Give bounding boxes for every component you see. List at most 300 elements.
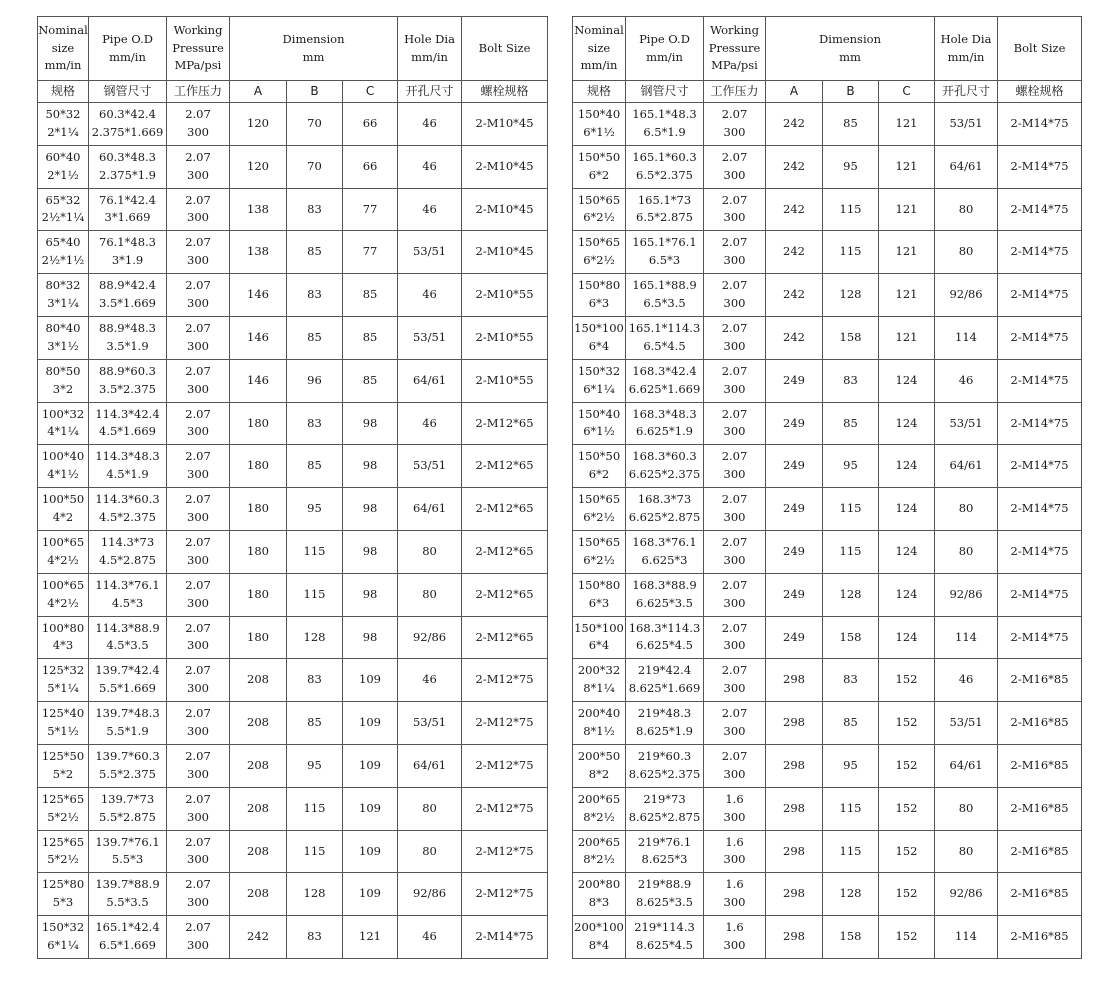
cell-od — [89, 659, 167, 702]
cell-line: 139.7*42.4 — [95, 663, 160, 678]
subheader-cell: 螺栓规格 — [462, 81, 548, 103]
cell-line: 300 — [723, 809, 746, 824]
table-row — [38, 702, 548, 745]
cell-c: 121 — [879, 231, 935, 274]
cell-a: 242 — [766, 103, 823, 146]
cell-wp — [167, 274, 230, 317]
cell-line: 2.07 — [721, 321, 748, 336]
cell-line: 3*1.9 — [111, 253, 144, 268]
cell-line: 2.07 — [185, 535, 211, 550]
cell-size — [573, 359, 626, 402]
cell-bolt: 2-M10*45 — [462, 145, 548, 188]
cell-c: 124 — [879, 402, 935, 445]
cell-line: 150*65 — [577, 192, 621, 207]
cell-line: 114.3*88.9 — [95, 620, 160, 635]
cell-line: 300 — [187, 852, 209, 867]
cell-b: 83 — [287, 916, 343, 959]
cell-size — [573, 530, 626, 573]
cell-b: 95 — [287, 488, 343, 531]
cell-size — [38, 145, 89, 188]
cell-bolt: 2-M10*45 — [462, 103, 548, 146]
cell-c: 124 — [879, 573, 935, 616]
cell-line: 2.07 — [721, 363, 748, 378]
cell-wp — [704, 530, 766, 573]
cell-line: 2.07 — [185, 107, 211, 122]
cell-wp — [704, 359, 766, 402]
cell-b: 70 — [287, 103, 343, 146]
cell-line: 139.7*48.3 — [95, 706, 160, 721]
cell-c: 77 — [343, 188, 398, 231]
subheader-cell: 螺栓规格 — [998, 81, 1082, 103]
cell-line: 6.625*1.669 — [628, 381, 701, 396]
cell-c: 152 — [879, 787, 935, 830]
cell-line: 300 — [723, 681, 746, 696]
cell-c: 124 — [879, 488, 935, 531]
cell-a: 249 — [766, 530, 823, 573]
cell-od — [626, 573, 704, 616]
cell-line: mm/in — [411, 49, 448, 64]
cell-od — [626, 488, 704, 531]
cell-bolt: 2-M14*75 — [998, 188, 1082, 231]
cell-od — [89, 402, 167, 445]
cell-line: Pressure — [708, 40, 761, 55]
cell-line: size — [587, 40, 611, 55]
cell-line: 6.5*3 — [648, 253, 681, 268]
cell-line: 150*80 — [577, 278, 621, 293]
cell-line: 2.07 — [721, 406, 748, 421]
cell-line: 6*2½ — [583, 210, 615, 225]
header-working-pressure — [704, 17, 766, 81]
cell-wp — [167, 616, 230, 659]
subheader-cell: 开孔尺寸 — [935, 81, 998, 103]
cell-line: 2.07 — [185, 278, 211, 293]
cell-b: 115 — [823, 530, 879, 573]
table-row — [573, 274, 1082, 317]
cell-a: 208 — [230, 702, 287, 745]
cell-line: 4.5*2.875 — [99, 552, 156, 567]
cell-b: 115 — [823, 188, 879, 231]
cell-size — [38, 616, 89, 659]
cell-line: 6*1½ — [583, 424, 615, 439]
header-working-pressure — [167, 17, 230, 81]
cell-line: 2.07 — [185, 149, 211, 164]
table-row — [573, 573, 1082, 616]
cell-size — [38, 573, 89, 616]
cell-a: 146 — [230, 359, 287, 402]
cell-a: 249 — [766, 488, 823, 531]
cell-c: 109 — [343, 787, 398, 830]
cell-size — [573, 145, 626, 188]
cell-line: 165.1*76.1 — [632, 235, 697, 250]
cell-line: 150*40 — [577, 406, 621, 421]
cell-wp — [704, 744, 766, 787]
cell-size — [573, 231, 626, 274]
cell-wp — [167, 445, 230, 488]
cell-od — [89, 103, 167, 146]
cell-od — [89, 359, 167, 402]
table-row — [573, 873, 1082, 916]
cell-od — [89, 873, 167, 916]
cell-bolt: 2-M12*65 — [462, 445, 548, 488]
cell-line: 6.5*2.875 — [636, 210, 693, 225]
cell-line: 114.3*76.1 — [95, 577, 160, 592]
cell-line: 2.07 — [185, 192, 211, 207]
cell-size — [38, 103, 89, 146]
cell-line: 300 — [187, 210, 209, 225]
cell-a: 242 — [766, 145, 823, 188]
cell-line: 6.5*3.5 — [643, 296, 686, 311]
cell-od — [89, 787, 167, 830]
cell-line: 219*60.3 — [637, 749, 692, 764]
cell-size — [38, 274, 89, 317]
cell-line: 125*32 — [41, 663, 85, 678]
cell-bolt: 2-M12*65 — [462, 616, 548, 659]
cell-line: 300 — [723, 124, 746, 139]
cell-wp — [167, 702, 230, 745]
cell-line: 2.07 — [185, 492, 211, 507]
cell-line: 2.375*1.669 — [91, 124, 164, 139]
header-dimension — [766, 17, 935, 81]
cell-line: 3*1¼ — [47, 296, 79, 311]
header-pipe-od — [626, 17, 704, 81]
cell-line: 100*80 — [41, 620, 85, 635]
cell-hole: 92/86 — [398, 873, 462, 916]
cell-a: 249 — [766, 402, 823, 445]
subheader-cell: 钢管尺寸 — [626, 81, 704, 103]
cell-line: 165.1*114.3 — [628, 321, 701, 336]
cell-line: 2.07 — [185, 791, 211, 806]
cell-c: 109 — [343, 873, 398, 916]
cell-line: 6*3 — [588, 595, 610, 610]
cell-line: 1.6 — [725, 834, 744, 849]
cell-hole: 46 — [398, 145, 462, 188]
cell-bolt: 2-M10*55 — [462, 316, 548, 359]
cell-line: 2.07 — [721, 749, 748, 764]
cell-bolt: 2-M12*65 — [462, 573, 548, 616]
cell-line: 5.5*2.375 — [99, 766, 156, 781]
cell-b: 85 — [287, 231, 343, 274]
cell-b: 128 — [823, 873, 879, 916]
cell-size — [573, 916, 626, 959]
cell-line: 6*2½ — [583, 552, 615, 567]
cell-size — [573, 402, 626, 445]
cell-hole: 46 — [398, 659, 462, 702]
cell-hole: 114 — [935, 616, 998, 659]
cell-od — [89, 616, 167, 659]
cell-a: 146 — [230, 316, 287, 359]
table-row — [573, 787, 1082, 830]
cell-hole: 114 — [935, 316, 998, 359]
cell-od — [626, 787, 704, 830]
cell-line: 2.07 — [185, 449, 211, 464]
cell-line: 6.625*3.5 — [636, 595, 693, 610]
cell-od — [626, 103, 704, 146]
subheader-cell: 工作压力 — [704, 81, 766, 103]
cell-line: 2.07 — [721, 492, 748, 507]
cell-bolt: 2-M16*85 — [998, 659, 1082, 702]
cell-b: 115 — [823, 488, 879, 531]
cell-wp — [167, 659, 230, 702]
cell-line: MPa/psi — [711, 58, 758, 73]
cell-line: 2.07 — [721, 706, 748, 721]
cell-size — [573, 873, 626, 916]
cell-bolt: 2-M14*75 — [998, 616, 1082, 659]
cell-a: 249 — [766, 616, 823, 659]
cell-b: 115 — [287, 573, 343, 616]
table-row — [573, 659, 1082, 702]
header-bolt-size — [462, 17, 548, 81]
cell-line: 150*40 — [577, 107, 621, 122]
cell-a: 138 — [230, 231, 287, 274]
cell-od — [89, 274, 167, 317]
cell-line: 150*65 — [577, 492, 621, 507]
cell-a: 249 — [766, 573, 823, 616]
cell-line: 125*65 — [41, 834, 85, 849]
cell-bolt: 2-M14*75 — [998, 488, 1082, 531]
cell-b: 95 — [823, 145, 879, 188]
cell-bolt: 2-M10*45 — [462, 188, 548, 231]
cell-od — [626, 702, 704, 745]
cell-line: Dimension — [282, 31, 345, 46]
cell-c: 152 — [879, 916, 935, 959]
cell-b: 115 — [823, 830, 879, 873]
cell-line: 300 — [187, 595, 209, 610]
cell-hole: 64/61 — [935, 145, 998, 188]
cell-line: 8.625*3 — [641, 852, 688, 867]
cell-size — [38, 916, 89, 959]
cell-b: 85 — [823, 702, 879, 745]
cell-size — [573, 488, 626, 531]
table-row — [38, 103, 548, 146]
cell-line: 300 — [187, 253, 209, 268]
cell-c: 109 — [343, 830, 398, 873]
cell-line: 4*2 — [52, 510, 74, 525]
cell-bolt: 2-M16*85 — [998, 702, 1082, 745]
cell-c: 98 — [343, 445, 398, 488]
cell-line: 5*2 — [52, 766, 74, 781]
cell-od — [89, 530, 167, 573]
cell-line: 8*1½ — [583, 724, 615, 739]
cell-hole: 46 — [398, 402, 462, 445]
subheader-cell: 规格 — [573, 81, 626, 103]
cell-wp — [704, 402, 766, 445]
header-nominal-size — [573, 17, 626, 81]
cell-b: 158 — [823, 616, 879, 659]
cell-size — [38, 402, 89, 445]
cell-line: Bolt Size — [478, 40, 531, 55]
table-row — [38, 659, 548, 702]
table-row — [38, 530, 548, 573]
cell-line: 219*42.4 — [637, 663, 692, 678]
cell-size — [573, 445, 626, 488]
cell-a: 180 — [230, 488, 287, 531]
header-pipe-od — [89, 17, 167, 81]
cell-bolt: 2-M10*55 — [462, 274, 548, 317]
cell-a: 180 — [230, 445, 287, 488]
cell-line: 139.7*88.9 — [95, 877, 160, 892]
cell-bolt: 2-M16*85 — [998, 787, 1082, 830]
cell-c: 121 — [879, 145, 935, 188]
cell-a: 180 — [230, 573, 287, 616]
cell-c: 121 — [879, 188, 935, 231]
cell-line: 300 — [187, 809, 209, 824]
cell-line: 8.625*4.5 — [636, 938, 693, 953]
cell-line: 168.3*42.4 — [632, 363, 697, 378]
cell-line: mm/in — [44, 58, 82, 73]
cell-b: 85 — [287, 316, 343, 359]
cell-c: 98 — [343, 488, 398, 531]
cell-line: Pressure — [172, 40, 224, 55]
cell-line: 300 — [187, 510, 209, 525]
table-row — [38, 359, 548, 402]
cell-line: 219*48.3 — [637, 706, 692, 721]
cell-size — [38, 702, 89, 745]
cell-size — [38, 359, 89, 402]
cell-a: 242 — [766, 188, 823, 231]
cell-line: 300 — [187, 552, 209, 567]
cell-od — [89, 231, 167, 274]
cell-bolt: 2-M10*45 — [462, 231, 548, 274]
cell-line: 300 — [187, 167, 209, 182]
cell-hole: 92/86 — [935, 573, 998, 616]
cell-line: 4*3 — [52, 638, 74, 653]
cell-wp — [167, 830, 230, 873]
cell-line: 3*1½ — [47, 338, 79, 353]
cell-b: 83 — [287, 659, 343, 702]
cell-wp — [167, 402, 230, 445]
cell-line: 200*40 — [577, 706, 621, 721]
cell-line: 2.07 — [721, 620, 748, 635]
cell-wp — [704, 145, 766, 188]
cell-hole: 80 — [398, 787, 462, 830]
cell-od — [89, 702, 167, 745]
cell-a: 208 — [230, 873, 287, 916]
table-row — [573, 830, 1082, 873]
cell-wp — [704, 573, 766, 616]
cell-line: 5*1¼ — [47, 681, 79, 696]
cell-c: 152 — [879, 873, 935, 916]
cell-hole: 80 — [935, 188, 998, 231]
table-row — [38, 274, 548, 317]
cell-size — [38, 316, 89, 359]
cell-od — [626, 274, 704, 317]
cell-hole: 53/51 — [935, 402, 998, 445]
cell-line: 80*40 — [45, 321, 81, 336]
cell-hole: 92/86 — [935, 873, 998, 916]
cell-line: 168.3*114.3 — [628, 620, 701, 635]
cell-od — [89, 830, 167, 873]
cell-line: 165.1*73 — [637, 192, 692, 207]
cell-od — [626, 659, 704, 702]
cell-hole: 64/61 — [398, 488, 462, 531]
cell-c: 152 — [879, 659, 935, 702]
cell-size — [38, 787, 89, 830]
cell-wp — [167, 103, 230, 146]
cell-b: 85 — [823, 103, 879, 146]
cell-line: 300 — [187, 338, 209, 353]
table-row — [573, 616, 1082, 659]
cell-line: 168.3*48.3 — [632, 406, 697, 421]
cell-size — [38, 830, 89, 873]
cell-line: 6*1½ — [583, 124, 615, 139]
cell-line: 219*88.9 — [637, 877, 692, 892]
cell-line: 1.6 — [725, 920, 744, 935]
cell-line: 2.07 — [185, 620, 211, 635]
cell-c: 152 — [879, 702, 935, 745]
cell-od — [89, 145, 167, 188]
cell-c: 124 — [879, 530, 935, 573]
cell-a: 298 — [766, 659, 823, 702]
table-row — [573, 316, 1082, 359]
cell-size — [573, 616, 626, 659]
table-row — [38, 616, 548, 659]
cell-line: 76.1*48.3 — [99, 235, 156, 250]
cell-size — [573, 573, 626, 616]
cell-line: 2.07 — [721, 577, 748, 592]
cell-line: 200*65 — [577, 834, 621, 849]
cell-line: 300 — [723, 296, 746, 311]
cell-bolt: 2-M14*75 — [462, 916, 548, 959]
cell-line: 300 — [723, 253, 746, 268]
cell-od — [626, 744, 704, 787]
cell-hole: 46 — [935, 659, 998, 702]
header-row — [38, 17, 548, 81]
cell-line: 4.5*2.375 — [99, 510, 156, 525]
cell-line: 300 — [723, 467, 746, 482]
cell-line: 2.07 — [185, 406, 211, 421]
cell-line: 6*3 — [588, 296, 610, 311]
cell-line: 6*1¼ — [583, 381, 615, 396]
cell-line: 139.7*76.1 — [95, 834, 160, 849]
cell-a: 138 — [230, 188, 287, 231]
cell-line: 4.5*3 — [111, 595, 144, 610]
cell-line: 3.5*1.669 — [99, 296, 156, 311]
cell-wp — [167, 188, 230, 231]
cell-line: 150*50 — [577, 449, 621, 464]
cell-line: 4*1½ — [47, 467, 79, 482]
cell-c: 98 — [343, 530, 398, 573]
cell-line: 5.5*1.669 — [99, 681, 156, 696]
cell-line: 2.07 — [185, 920, 211, 935]
cell-wp — [167, 231, 230, 274]
cell-hole: 64/61 — [935, 445, 998, 488]
subheader-cell: A — [230, 81, 287, 103]
subheader-cell: B — [287, 81, 343, 103]
cell-line: 150*80 — [577, 577, 621, 592]
cell-line: 300 — [187, 467, 209, 482]
cell-size — [38, 659, 89, 702]
table-row — [38, 402, 548, 445]
table-row — [38, 830, 548, 873]
cell-line: 300 — [723, 638, 746, 653]
cell-line: Working — [710, 22, 759, 37]
cell-line: 150*32 — [577, 363, 621, 378]
cell-line: 3*2 — [52, 381, 74, 396]
cell-line: 6*4 — [588, 338, 610, 353]
cell-line: 3*1.669 — [104, 210, 151, 225]
cell-c: 109 — [343, 744, 398, 787]
table-row — [38, 916, 548, 959]
table-row — [573, 488, 1082, 531]
cell-b: 95 — [287, 744, 343, 787]
cell-b: 128 — [287, 873, 343, 916]
cell-line: 300 — [723, 595, 746, 610]
cell-line: Pipe O.D — [102, 31, 153, 46]
cell-a: 180 — [230, 402, 287, 445]
subheader-cell: 工作压力 — [167, 81, 230, 103]
cell-bolt: 2-M12*75 — [462, 744, 548, 787]
cell-line: 200*65 — [577, 791, 621, 806]
